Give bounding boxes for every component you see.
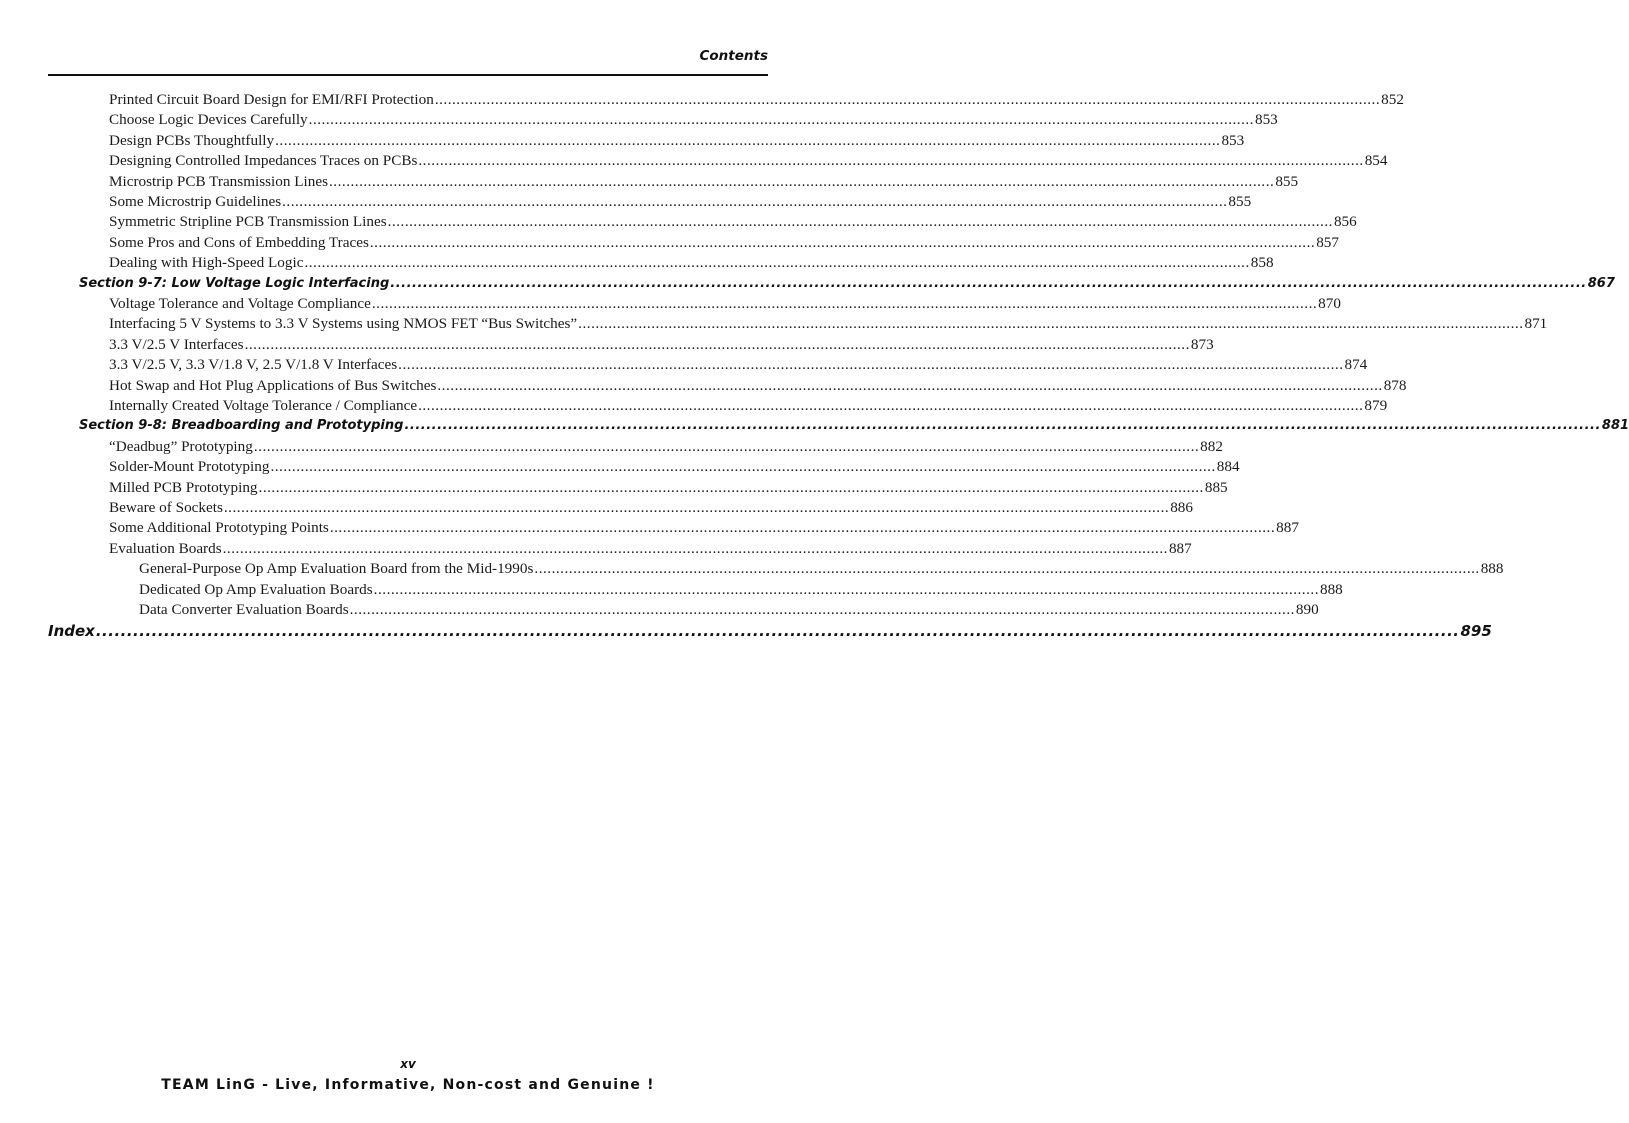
toc-page-number: 871 xyxy=(1524,315,1548,333)
toc-entry-row xyxy=(109,396,1388,416)
toc-page-number: 895 xyxy=(1460,622,1492,641)
toc-page-number: 878 xyxy=(1383,376,1407,394)
toc-entry-row xyxy=(109,355,1368,375)
toc-title: Designing Controlled Impedances Traces on PCBs xyxy=(109,152,418,170)
dot-leader: ............................................................................................................................................................................................................................ xyxy=(329,519,1276,537)
dot-leader: ............................................................................................................................................................................................................................ xyxy=(329,172,1275,190)
toc-entry-row xyxy=(109,437,1223,457)
toc-entry-row xyxy=(109,233,1339,253)
toc-page-number: 874 xyxy=(1344,356,1368,374)
toc-entry-row xyxy=(109,212,1357,232)
toc-title: Design PCBs Thoughtfully xyxy=(109,131,275,149)
toc-page-number: 887 xyxy=(1168,539,1192,557)
running-header-title: Contents xyxy=(699,48,768,64)
toc-page-number: 888 xyxy=(1480,560,1504,578)
dot-leader: ............................................................................................................................................................................................................................ xyxy=(244,335,1190,353)
toc-page-number: 881 xyxy=(1601,418,1629,434)
toc-entry-row xyxy=(109,90,1404,110)
toc-page-number: 884 xyxy=(1216,458,1240,476)
toc-title: Symmetric Stripline PCB Transmission Lines xyxy=(109,213,387,231)
dot-leader: ............................................................................................................................................................................................................................ xyxy=(390,275,1587,291)
toc-title: Internally Created Voltage Tolerance / Compliance xyxy=(109,397,418,414)
toc-entry-row xyxy=(109,314,1548,334)
dot-leader: ............................................................................................................................................................................................................................ xyxy=(282,193,1228,210)
toc-title: Evaluation Boards xyxy=(109,539,222,557)
toc-entry-row xyxy=(109,478,1228,498)
dot-leader: ............................................................................................................................................................................................................................ xyxy=(387,213,1333,231)
toc-page-number: 853 xyxy=(1254,111,1278,129)
toc-title: Section 9-8: Breadboarding and Prototyping xyxy=(79,418,404,434)
header-rule xyxy=(48,74,768,76)
toc-entry-row xyxy=(109,335,1214,355)
toc-title: Voltage Tolerance and Voltage Compliance xyxy=(109,295,371,312)
dot-leader: ............................................................................................................................................................................................................................ xyxy=(437,376,1383,394)
toc-section-row xyxy=(79,274,1615,294)
toc-title: Microstrip PCB Transmission Lines xyxy=(109,172,328,190)
toc-subentry-row xyxy=(139,600,1319,620)
toc-subentry-row xyxy=(139,580,1343,600)
toc-title: General-Purpose Op Amp Evaluation Board from the Mid-1990s xyxy=(139,560,534,578)
toc-title: Choose Logic Devices Carefully xyxy=(109,111,308,129)
toc-page-number: 858 xyxy=(1250,254,1274,272)
dot-leader: ............................................................................................................................................................................................................................ xyxy=(371,295,1318,312)
toc-page-number: 873 xyxy=(1190,335,1214,353)
dot-leader: ............................................................................................................................................................................................................................ xyxy=(308,111,1254,129)
dot-leader: ............................................................................................................................................................................................................................ xyxy=(534,560,1480,578)
toc-page-number: 852 xyxy=(1381,91,1404,108)
toc-index-row xyxy=(48,621,1492,641)
toc-title: Beware of Sockets xyxy=(109,499,223,516)
dot-leader: ............................................................................................................................................................................................................................ xyxy=(404,418,1601,434)
toc-title: Milled PCB Prototyping xyxy=(109,478,258,496)
toc-page-number: 855 xyxy=(1228,193,1252,210)
toc-page-number: 879 xyxy=(1364,397,1388,414)
toc-page-number: 887 xyxy=(1276,519,1299,537)
toc-title: Hot Swap and Hot Plug Applications of Bus Switches xyxy=(109,376,437,394)
toc-title: 3.3 V/2.5 V Interfaces xyxy=(109,335,244,353)
toc-entry-row xyxy=(109,192,1252,212)
toc-title: Solder-Mount Prototyping xyxy=(109,458,270,476)
toc-title: 3.3 V/2.5 V, 3.3 V/1.8 V, 2.5 V/1.8 V Interfaces xyxy=(109,356,398,374)
toc-entry-row xyxy=(109,172,1299,192)
toc-page-number: 885 xyxy=(1204,478,1228,496)
toc-title: Index xyxy=(48,622,95,641)
toc-entry-row xyxy=(109,498,1193,518)
toc-section-row xyxy=(79,416,1629,436)
toc-title: “Deadbug” Prototyping xyxy=(109,437,253,455)
toc-title: Some Microstrip Guidelines xyxy=(109,193,282,210)
toc-entry-row xyxy=(109,294,1341,314)
toc-entry-row xyxy=(109,376,1407,396)
dot-leader: ............................................................................................................................................................................................................................ xyxy=(222,539,1168,557)
page-folio: xv xyxy=(400,1057,416,1071)
toc-page-number: 870 xyxy=(1318,295,1341,312)
dot-leader: ............................................................................................................................................................................................................................ xyxy=(434,91,1381,108)
dot-leader: ............................................................................................................................................................................................................................ xyxy=(258,478,1204,496)
dot-leader: ............................................................................................................................................................................................................................ xyxy=(373,580,1319,598)
toc-page-number: 856 xyxy=(1333,213,1357,231)
toc-page-number: 886 xyxy=(1170,499,1193,516)
toc-page-number: 855 xyxy=(1275,172,1299,190)
toc-entry-row xyxy=(109,457,1240,477)
toc-page-number: 853 xyxy=(1221,131,1245,149)
toc-entry-row xyxy=(109,151,1388,171)
dot-leader: ............................................................................................................................................................................................................................ xyxy=(418,397,1364,414)
dot-leader: ............................................................................................................................................................................................................................ xyxy=(304,254,1250,272)
footer-watermark: TEAM LinG - Live, Informative, Non-cost and Genuine ! xyxy=(161,1077,655,1093)
toc-entry-row xyxy=(109,539,1192,559)
toc-entry-row xyxy=(109,518,1299,538)
toc-page-number: 857 xyxy=(1316,233,1339,251)
toc-title: Some Additional Prototyping Points xyxy=(109,519,329,537)
toc-title: Data Converter Evaluation Boards xyxy=(139,601,349,618)
toc-title: Dedicated Op Amp Evaluation Boards xyxy=(139,580,373,598)
toc-page-number: 882 xyxy=(1200,437,1223,455)
toc-page-number: 888 xyxy=(1319,580,1343,598)
toc-page-number: 854 xyxy=(1364,152,1388,170)
toc-subentry-row xyxy=(139,559,1504,579)
toc-page-number: 867 xyxy=(1587,275,1615,291)
toc-title: Printed Circuit Board Design for EMI/RFI Protection xyxy=(109,91,434,108)
toc-entry-row xyxy=(109,131,1245,151)
toc-entry-row xyxy=(109,253,1274,273)
dot-leader: ............................................................................................................................................................................................................................ xyxy=(95,622,1460,641)
dot-leader: ............................................................................................................................................................................................................................ xyxy=(418,152,1364,170)
dot-leader: ............................................................................................................................................................................................................................ xyxy=(223,499,1170,516)
dot-leader: ............................................................................................................................................................................................................................ xyxy=(578,315,1524,333)
toc-title: Section 9-7: Low Voltage Logic Interfacing xyxy=(79,275,390,291)
toc-entry-row xyxy=(109,110,1278,130)
toc-title: Dealing with High-Speed Logic xyxy=(109,254,304,272)
toc-page-number: 890 xyxy=(1295,601,1319,618)
dot-leader: ............................................................................................................................................................................................................................ xyxy=(275,131,1221,149)
dot-leader: ............................................................................................................................................................................................................................ xyxy=(349,601,1295,618)
dot-leader: ............................................................................................................................................................................................................................ xyxy=(270,458,1216,476)
toc-title: Some Pros and Cons of Embedding Traces xyxy=(109,233,369,251)
dot-leader: ............................................................................................................................................................................................................................ xyxy=(253,437,1200,455)
dot-leader: ............................................................................................................................................................................................................................ xyxy=(369,233,1316,251)
toc-title: Interfacing 5 V Systems to 3.3 V Systems using NMOS FET “Bus Switches” xyxy=(109,315,578,333)
dot-leader: ............................................................................................................................................................................................................................ xyxy=(398,356,1344,374)
